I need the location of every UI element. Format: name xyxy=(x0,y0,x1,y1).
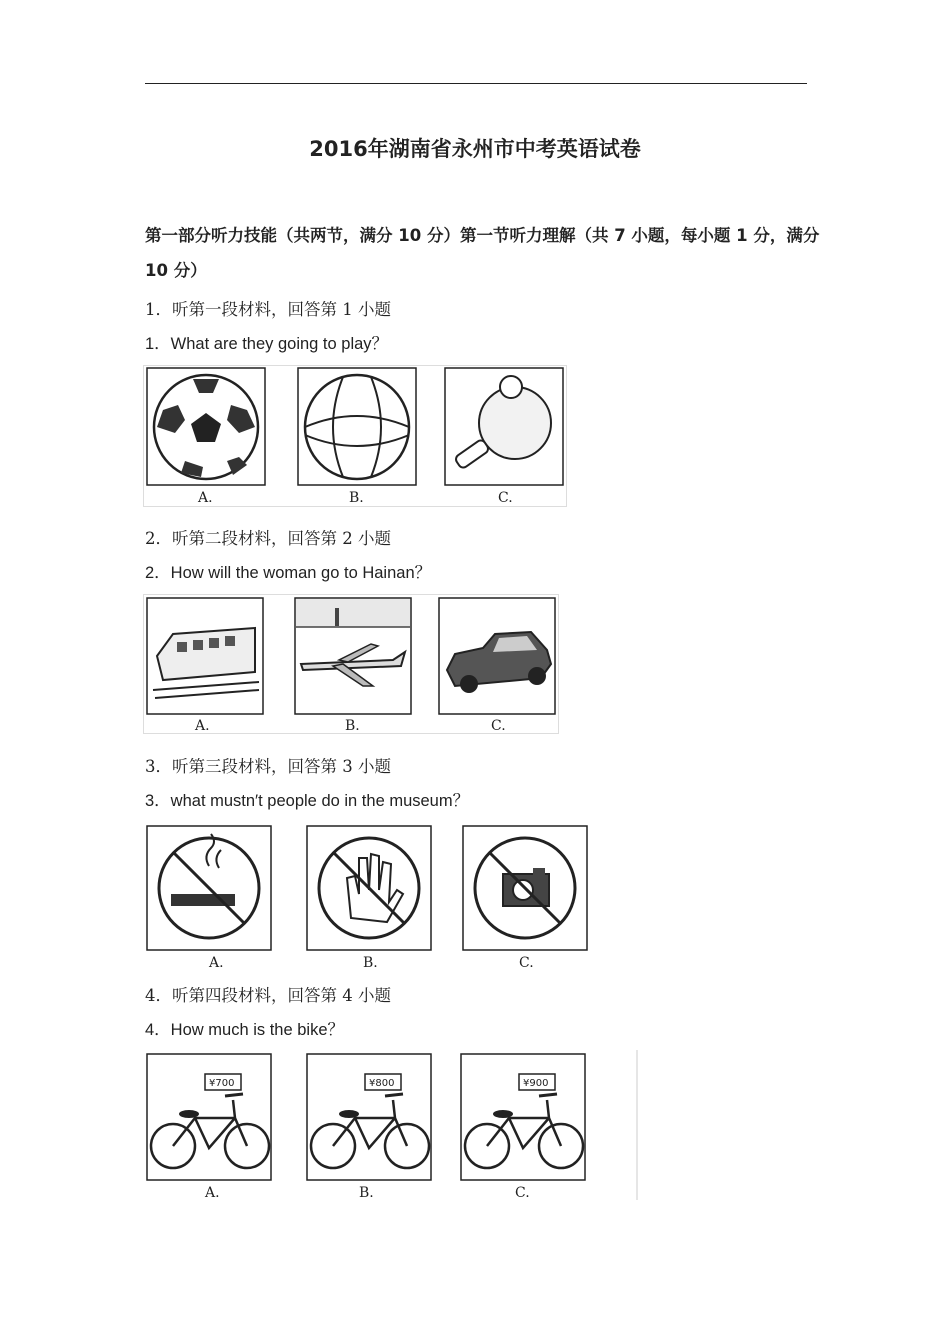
option-c-label: C. xyxy=(519,955,534,970)
question-2: 2．How will the woman go to Hainan？ xyxy=(145,564,432,582)
soccer-ball-icon xyxy=(147,368,265,485)
page-title: 2016年湖南省永州市中考英语试卷 xyxy=(309,137,641,161)
section-heading: 第一部分听力技能（共两节，满分 10 分）第一节听力理解（共 7 小题，每小题 1 分，满分 10 分） xyxy=(145,226,820,280)
basketball-icon xyxy=(298,368,416,485)
option-b-label: B. xyxy=(349,490,364,506)
options-strip-3 xyxy=(143,822,591,970)
price-tag-a: ¥700 xyxy=(209,1078,235,1089)
car-icon xyxy=(439,598,555,714)
instruction-2: 2．听第二段材料，回答第 2 小题 xyxy=(145,529,391,548)
option-b-label: B. xyxy=(345,718,360,734)
option-c-label: C. xyxy=(515,1185,530,1200)
option-a-label: A. xyxy=(195,718,210,734)
ping-pong-paddle-icon xyxy=(445,368,563,485)
header-rule xyxy=(145,83,807,84)
price-tag-b: ¥800 xyxy=(369,1078,395,1089)
options-strip-4 xyxy=(143,1050,639,1200)
bike-icon xyxy=(461,1054,585,1180)
instruction-1: 1．听第一段材料，回答第 1 小题 xyxy=(145,300,391,319)
airplane-icon xyxy=(295,598,411,714)
bike-icon xyxy=(147,1054,271,1180)
instruction-4: 4．听第四段材料，回答第 4 小题 xyxy=(145,986,391,1005)
option-a-label: A. xyxy=(209,955,224,970)
question-4: 4．How much is the bike？ xyxy=(145,1021,344,1039)
question-1: 1．What are they going to play？ xyxy=(145,335,389,353)
option-b-label: B. xyxy=(359,1185,374,1200)
no-smoking-icon xyxy=(147,826,271,950)
instruction-3: 3．听第三段材料，回答第 3 小题 xyxy=(145,757,391,776)
no-photos-icon xyxy=(463,826,587,950)
train-icon xyxy=(147,598,263,714)
options-strip-2 xyxy=(143,594,559,734)
question-3: 3．what mustn′t people do in the museum？ xyxy=(145,792,470,810)
option-c-label: C. xyxy=(498,490,513,506)
option-a-label: A. xyxy=(198,490,213,506)
option-a-label: A. xyxy=(205,1185,220,1200)
option-c-label: C. xyxy=(491,718,506,734)
price-tag-c: ¥900 xyxy=(523,1078,549,1089)
option-b-label: B. xyxy=(363,955,378,970)
options-strip-1 xyxy=(143,365,567,507)
no-touching-icon xyxy=(307,826,431,950)
bike-icon xyxy=(307,1054,431,1180)
